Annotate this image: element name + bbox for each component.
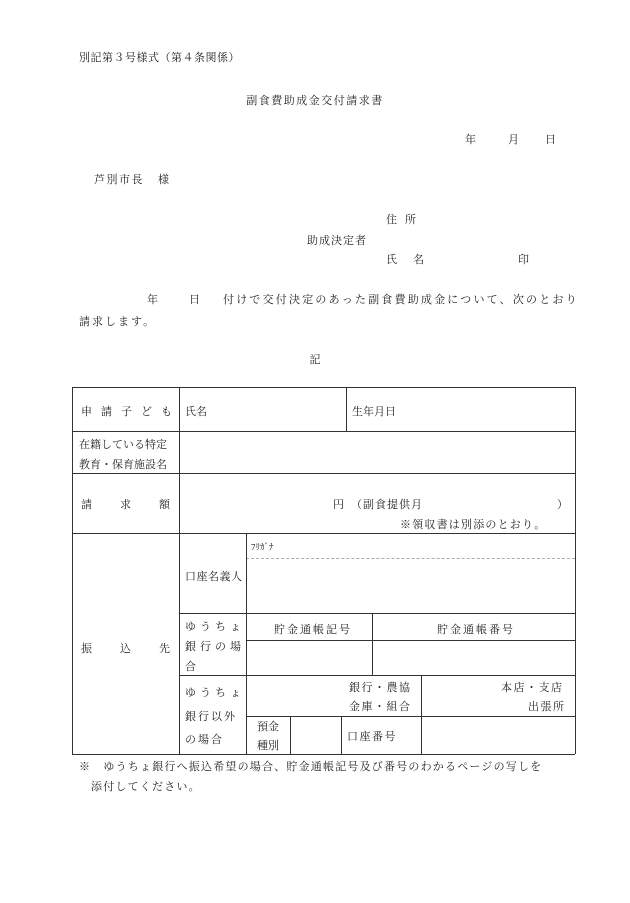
account-holder-label: 口座名義人 (185, 570, 243, 583)
facility-label-line1: 在籍している特定 (79, 438, 167, 451)
form-title: 副食費助成金交付請求書 (246, 94, 384, 107)
claim-amount-label: 請求額 (81, 498, 198, 511)
deposit-type-line1: 預金 (257, 720, 279, 733)
facility-label-line2: 教育・保育施設名 (79, 458, 167, 471)
furigana-label: ﾌﾘｶﾞﾅ (251, 543, 274, 553)
applicant-child-label: 申請子ども (81, 405, 181, 418)
addressee-honorific: 様 (158, 173, 169, 186)
other-bank-label-line2: 銀行以外 (185, 710, 237, 723)
date-month-label: 月 (508, 133, 519, 146)
birthdate-label: 生年月日 (352, 405, 396, 418)
ki-heading: 記 (309, 353, 321, 366)
applicant-name-label: 氏名 (386, 253, 440, 266)
deposit-type-line2: 種別 (257, 739, 279, 752)
body-text-line2: 請求します。 (79, 315, 157, 328)
body-day-label: 日 (189, 293, 200, 306)
seal-mark: 印 (518, 253, 529, 266)
date-year-label: 年 (465, 133, 476, 146)
branch-type-line1: 本店・支店 (501, 681, 564, 694)
yucho-label-line1: ゆうちょ (185, 620, 245, 633)
account-number-label: 口座番号 (347, 730, 397, 743)
passbook-symbol-label: 貯金通帳記号 (274, 623, 352, 636)
bank-type-line2: 金庫・組合 (349, 700, 412, 713)
receipt-note: ※領収書は別添のとおり。 (400, 518, 547, 531)
yen-label: 円 (333, 498, 344, 511)
note-line1: ※ ゆうちょ銀行へ振込希望の場合、貯金通帳記号及び番号のわかるページの写しを (79, 760, 543, 773)
form-number: 別記第３号様式（第４条関係） (79, 51, 240, 64)
addressee-name: 芦別市長 (94, 173, 144, 186)
yucho-label-line2: 銀行の場 (185, 640, 245, 653)
applicant-address-label: 住所 (386, 213, 424, 226)
other-bank-label-line1: ゆうちょ (185, 686, 245, 699)
bank-type-line1: 銀行・農協 (349, 681, 412, 694)
note-line2: 添付してください。 (91, 780, 201, 793)
date-day-label: 日 (545, 133, 556, 146)
body-text-line1: 付けで交付決定のあった副食費助成金について、次のとおり (223, 293, 579, 306)
child-name-label: 氏名 (185, 405, 207, 418)
passbook-number-label: 貯金通帳番号 (437, 623, 515, 636)
branch-type-line2: 出張所 (528, 700, 566, 713)
meal-month-close: ） (557, 498, 568, 511)
other-bank-label-line3: の場合 (185, 733, 224, 746)
yucho-label-line3: 合 (185, 660, 196, 673)
meal-month-label: （副食提供月 (351, 498, 423, 511)
transfer-label: 振込先 (81, 642, 198, 655)
body-year-label: 年 (147, 293, 158, 306)
applicant-role-label: 助成決定者 (307, 234, 367, 247)
